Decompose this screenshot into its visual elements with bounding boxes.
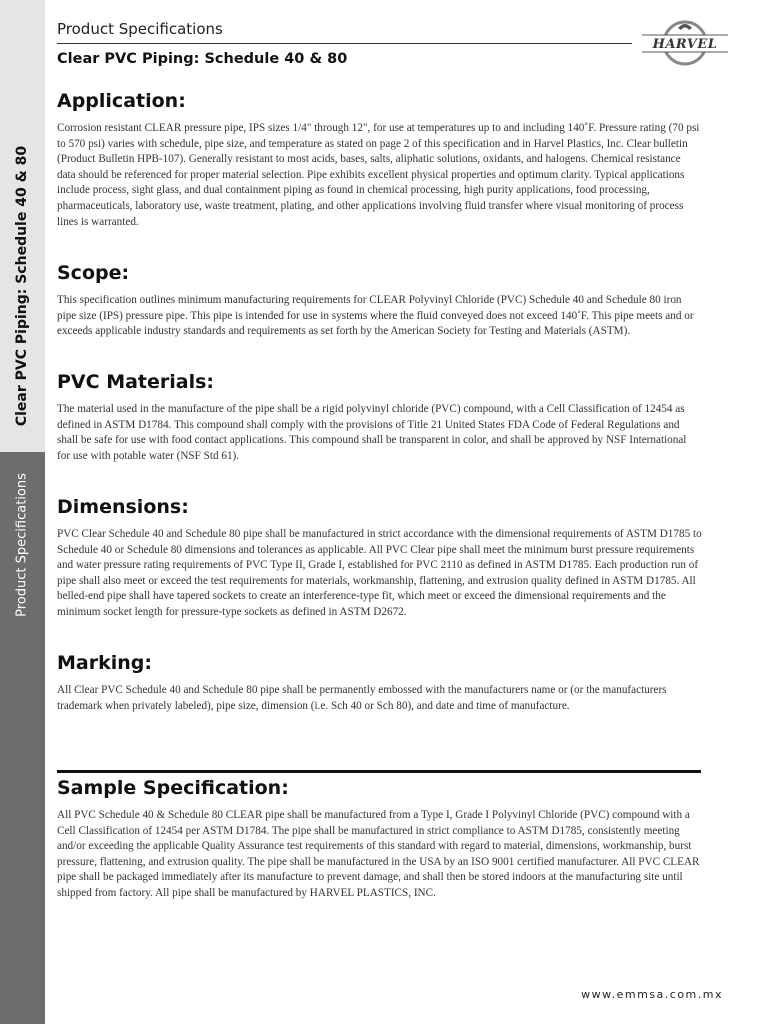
section-body: The material used in the manufacture of the pipe shall be a rigid polyvinyl chloride (PVC) compound, with a Cell Classification of 12454 as defined in ASTM D1784. This compound shall comply with the provisions of Title 21 United States FDA Code of Federal Regulations and shall be safe for use with food contact applications. This compound shall be transparent in color, and shall be approved by NSF International for use with potable water (NSF Std 61).: [57, 403, 687, 462]
sidebar-title: Clear PVC Piping: Schedule 40 & 80: [14, 145, 30, 427]
section-sample-specification: [57, 777, 702, 902]
page-header-title: Product Specifications: [57, 20, 223, 38]
section-body: All Clear PVC Schedule 40 and Schedule 80 pipe shall be permanently embossed with the manufacturers name or (or the manufacturers trademark when privately labeled), pipe size, dimension (i.e. Sch 40 or Sch 80), and date and time of manufacture.: [57, 684, 667, 712]
section-heading: Sample Specification:: [57, 777, 289, 799]
section-heading: Application:: [57, 90, 186, 112]
section-body: This specification outlines minimum manufacturing requirements for CLEAR Polyvinyl Chloride (PVC) Schedule 40 and Schedule 80 iron pipe size (IPS) pressure pipe. This pipe is intended for use in systems where the fluid conveyed does not exceed 140˚F. This pipe meets and or exceeds applicable industry standards and requirements as set forth by the American Society for Testing and Materials (ASTM).: [57, 294, 694, 338]
section-scope: [57, 262, 702, 340]
section-dimensions: [57, 496, 702, 621]
section-body: Corrosion resistant CLEAR pressure pipe, IPS sizes 1/4" through 12", for use at temperatures up to and including 140˚F. Pressure rating (70 psi to 570 psi) varies with schedule, pipe size, and temperature as stated on page 2 of this specification and in Harvel Plastics, Inc. Clear bulletin (Product Bulletin HPB-107). Generally resistant to most acids, bases, salts, aliphatic solutions, oxidants, and halogens. Chemical resistance data should be referenced for proper material selection. Pipe exhibits excellent physical properties and optimum clarity. Typical applications include process, sight glass, and dual containment piping as found in chemical processing, high purity applications, food processing, pharmaceuticals, laboratory use, waste treatment, plating, and other applications involving fluid transfer where visual monitoring of process lines is warranted.: [57, 122, 700, 228]
footer-url[interactable]: www.emmsa.com.mx: [581, 988, 723, 1001]
section-divider: [57, 770, 701, 773]
page-subtitle: Clear PVC Piping: Schedule 40 & 80: [57, 51, 348, 67]
section-body: PVC Clear Schedule 40 and Schedule 80 pipe shall be manufactured in strict accordance with the dimensional requirements of ASTM D1785 to Schedule 40 or Schedule 80 dimensions and tolerances as applicable. All PVC Clear pipe shall meet the minimum burst pressure requirements and water pressure rating requirements of PVC Type II, Grade I, established for PVC 2110 as defined in ASTM D1785. Each production run of pipe shall also meet or exceed the test requirements for materials, workmanship, flattening, and extrusion quality defined in ASTM D1785. All belled-end pipe shall have tapered sockets to create an interference-type fit, which meet or exceed the dimensional requirements and the minimum socket length for pressure-type sockets as defined in ASTM D2672.: [57, 528, 702, 618]
section-pvc-materials: [57, 371, 702, 464]
section-marking: [57, 652, 702, 714]
section-application: [57, 90, 702, 230]
logo-wordmark: HARVEL: [652, 37, 718, 52]
section-body: All PVC Schedule 40 & Schedule 80 CLEAR pipe shall be manufactured from a Type I, Grade I Polyvinyl Chloride (PVC) compound with a Cell Classification of 12454 per ASTM D1784. The pipe shall be manufactured in strict compliance to ASTM D1785, consistently meeting and/or exceeding the applicable Quality Assurance test requirements of this standard with regard to material, dimensions, workmanship, burst pressure, flattening, and extrusion quality. The pipe shall be manufactured in the USA by an ISO 9001 certified manufacturer. All PVC CLEAR pipe shall be packaged immediately after its manufacture to prevent damage, and shall then be stored indoors at the manufacturing site until shipped from factory. All pipe shall be manufactured by HARVEL PLASTICS, INC.: [57, 809, 700, 899]
header-divider: [57, 43, 632, 44]
section-heading: Dimensions:: [57, 496, 189, 518]
sidebar: [0, 0, 45, 1024]
section-heading: Marking:: [57, 652, 152, 674]
section-heading: Scope:: [57, 262, 130, 284]
sidebar-category: Product Specifications: [14, 473, 30, 617]
section-heading: PVC Materials:: [57, 371, 215, 393]
harvel-logo: [640, 16, 730, 70]
